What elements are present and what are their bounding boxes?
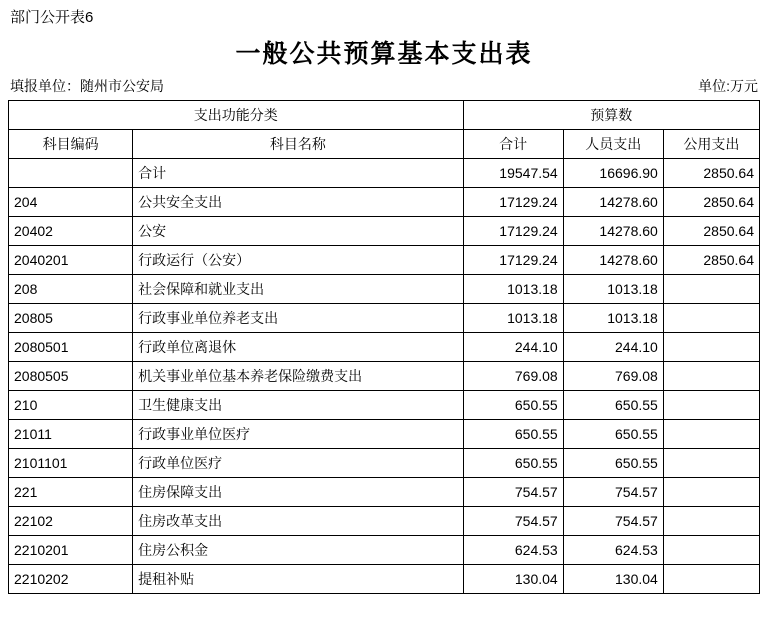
cell-public bbox=[663, 565, 759, 594]
table-column-header-row bbox=[9, 130, 760, 159]
cell-total: 624.53 bbox=[463, 536, 563, 565]
table-row bbox=[9, 246, 760, 275]
table-row bbox=[9, 304, 760, 333]
column-header-public: 公用支出 bbox=[663, 130, 759, 159]
cell-personnel: 14278.60 bbox=[563, 217, 663, 246]
table-row bbox=[9, 188, 760, 217]
table-body bbox=[9, 159, 760, 594]
cell-total: 754.57 bbox=[463, 478, 563, 507]
cell-total: 17129.24 bbox=[463, 246, 563, 275]
reporting-unit: 填报单位：随州市公安局 bbox=[10, 78, 164, 94]
table-row bbox=[9, 217, 760, 246]
cell-total: 754.57 bbox=[463, 507, 563, 536]
table-row bbox=[9, 449, 760, 478]
cell-public bbox=[663, 333, 759, 362]
cell-total: 650.55 bbox=[463, 391, 563, 420]
cell-name: 公安 bbox=[133, 217, 463, 246]
table-row bbox=[9, 565, 760, 594]
cell-name: 住房保障支出 bbox=[133, 478, 463, 507]
cell-code: 2080505 bbox=[9, 362, 133, 391]
cell-name: 机关事业单位基本养老保险缴费支出 bbox=[133, 362, 463, 391]
cell-name: 卫生健康支出 bbox=[133, 391, 463, 420]
cell-public bbox=[663, 449, 759, 478]
cell-name: 公共安全支出 bbox=[133, 188, 463, 217]
cell-code: 21011 bbox=[9, 420, 133, 449]
cell-name: 社会保障和就业支出 bbox=[133, 275, 463, 304]
cell-public bbox=[663, 507, 759, 536]
cell-code: 2101101 bbox=[9, 449, 133, 478]
cell-name: 行政运行（公安） bbox=[133, 246, 463, 275]
cell-total: 1013.18 bbox=[463, 304, 563, 333]
cell-code: 2040201 bbox=[9, 246, 133, 275]
table-group-header-row bbox=[9, 101, 760, 130]
cell-total: 244.10 bbox=[463, 333, 563, 362]
cell-public bbox=[663, 304, 759, 333]
meta-row bbox=[8, 74, 760, 100]
cell-name: 行政事业单位养老支出 bbox=[133, 304, 463, 333]
cell-personnel: 14278.60 bbox=[563, 246, 663, 275]
cell-public: 2850.64 bbox=[663, 217, 759, 246]
cell-public bbox=[663, 362, 759, 391]
cell-public bbox=[663, 391, 759, 420]
cell-total: 650.55 bbox=[463, 420, 563, 449]
cell-personnel: 650.55 bbox=[563, 420, 663, 449]
cell-total: 19547.54 bbox=[463, 159, 563, 188]
table-row bbox=[9, 391, 760, 420]
table-row bbox=[9, 536, 760, 565]
cell-public: 2850.64 bbox=[663, 159, 759, 188]
cell-public bbox=[663, 420, 759, 449]
cell-public bbox=[663, 536, 759, 565]
cell-code: 2080501 bbox=[9, 333, 133, 362]
cell-code: 204 bbox=[9, 188, 133, 217]
column-header-name: 科目名称 bbox=[133, 130, 463, 159]
cell-personnel: 130.04 bbox=[563, 565, 663, 594]
column-header-code: 科目编码 bbox=[9, 130, 133, 159]
cell-total: 17129.24 bbox=[463, 217, 563, 246]
cell-personnel: 14278.60 bbox=[563, 188, 663, 217]
group-header-classification: 支出功能分类 bbox=[9, 101, 464, 130]
table-row bbox=[9, 420, 760, 449]
cell-total: 769.08 bbox=[463, 362, 563, 391]
cell-code: 20402 bbox=[9, 217, 133, 246]
cell-total: 17129.24 bbox=[463, 188, 563, 217]
cell-total: 1013.18 bbox=[463, 275, 563, 304]
table-row bbox=[9, 275, 760, 304]
cell-name: 行政单位医疗 bbox=[133, 449, 463, 478]
cell-personnel: 16696.90 bbox=[563, 159, 663, 188]
cell-public: 2850.64 bbox=[663, 246, 759, 275]
cell-code: 20805 bbox=[9, 304, 133, 333]
cell-public: 2850.64 bbox=[663, 188, 759, 217]
cell-public bbox=[663, 478, 759, 507]
cell-personnel: 754.57 bbox=[563, 478, 663, 507]
cell-code: 22102 bbox=[9, 507, 133, 536]
cell-code: 210 bbox=[9, 391, 133, 420]
page-title: 一般公共预算基本支出表 bbox=[235, 41, 533, 68]
cell-total: 650.55 bbox=[463, 449, 563, 478]
form-code: 部门公开表6 bbox=[10, 9, 94, 26]
group-header-budget: 预算数 bbox=[463, 101, 759, 130]
cell-code: 221 bbox=[9, 478, 133, 507]
cell-personnel: 769.08 bbox=[563, 362, 663, 391]
table-row bbox=[9, 362, 760, 391]
table-row bbox=[9, 478, 760, 507]
cell-total: 130.04 bbox=[463, 565, 563, 594]
table-row bbox=[9, 159, 760, 188]
table-head bbox=[9, 101, 760, 159]
cell-personnel: 244.10 bbox=[563, 333, 663, 362]
cell-code: 2210202 bbox=[9, 565, 133, 594]
cell-name: 合计 bbox=[133, 159, 463, 188]
cell-personnel: 1013.18 bbox=[563, 304, 663, 333]
cell-name: 提租补贴 bbox=[133, 565, 463, 594]
cell-name: 行政事业单位医疗 bbox=[133, 420, 463, 449]
column-header-total: 合计 bbox=[463, 130, 563, 159]
cell-name: 行政单位离退休 bbox=[133, 333, 463, 362]
cell-code: 208 bbox=[9, 275, 133, 304]
cell-personnel: 650.55 bbox=[563, 449, 663, 478]
unit-note: 单位:万元 bbox=[698, 78, 758, 94]
cell-public bbox=[663, 275, 759, 304]
cell-personnel: 1013.18 bbox=[563, 275, 663, 304]
column-header-personnel: 人员支出 bbox=[563, 130, 663, 159]
table-row bbox=[9, 507, 760, 536]
cell-personnel: 754.57 bbox=[563, 507, 663, 536]
cell-code bbox=[9, 159, 133, 188]
table-row bbox=[9, 333, 760, 362]
cell-personnel: 624.53 bbox=[563, 536, 663, 565]
cell-code: 2210201 bbox=[9, 536, 133, 565]
cell-name: 住房公积金 bbox=[133, 536, 463, 565]
budget-table bbox=[8, 100, 760, 594]
cell-personnel: 650.55 bbox=[563, 391, 663, 420]
cell-name: 住房改革支出 bbox=[133, 507, 463, 536]
